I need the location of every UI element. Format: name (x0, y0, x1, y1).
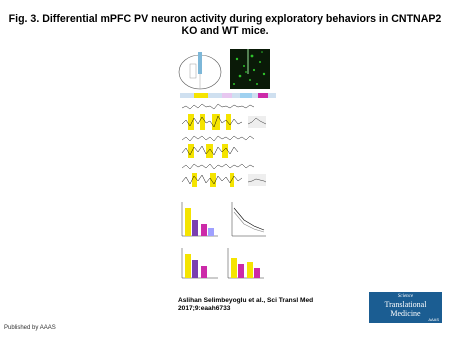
logo-line-1: Science (397, 294, 414, 299)
panel-f-bar-plot (182, 202, 218, 236)
citation-line-1: Aslihan Selimbeyoglu et al., Sci Transl Med (178, 297, 314, 304)
panel-e-trace (182, 162, 266, 187)
published-by: Published by AAAS (4, 325, 56, 331)
citation-line-2: 2017;9:eaah6733 (178, 305, 231, 312)
panel-h-bar-plot (182, 248, 218, 278)
panel-a-brain-schematic (179, 52, 221, 89)
panel-i-bar-plot (228, 248, 264, 278)
logo-line-2: Translational (384, 300, 427, 309)
panel-c-highlight-trace (182, 114, 266, 130)
figure-title: Fig. 3. Differential mPFC PV neuron activity during exploratory behaviors in CNTNAP2 KO and WT mice. (8, 13, 442, 37)
panel-a-fluorescence-image (230, 49, 270, 89)
figure-image (172, 44, 280, 294)
citation (178, 297, 348, 313)
logo-org: AAAS (428, 317, 439, 322)
panel-c-trace (182, 102, 254, 110)
panel-d-trace (182, 134, 254, 158)
panel-b-behavior-bar (180, 93, 276, 98)
journal-logo (369, 292, 442, 323)
panel-g-line-plot (232, 202, 266, 236)
logo-line-3: Medicine (390, 309, 421, 318)
